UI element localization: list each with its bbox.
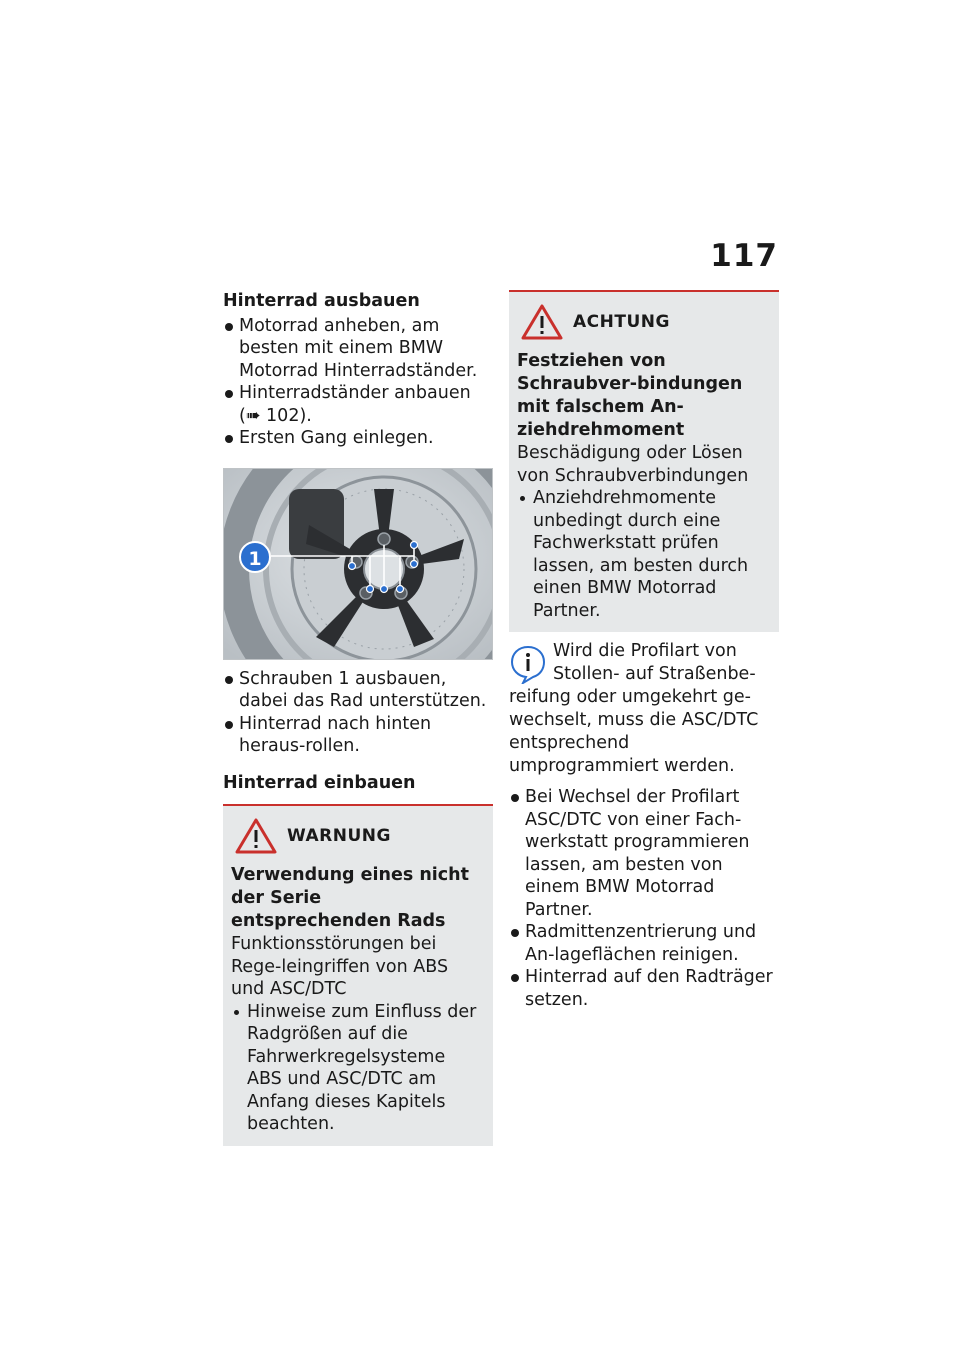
warning-header bbox=[231, 818, 485, 854]
caution-header bbox=[517, 304, 771, 340]
list-item: Hinterradständer anbauen (➠ 102). bbox=[223, 382, 493, 427]
list-item: Bei Wechsel der Profilart ASC/DTC von einer Fach-werkstatt programmieren lassen, am besten von einem BMW Motorrad Partner. bbox=[509, 786, 779, 921]
info-icon bbox=[509, 644, 547, 684]
caution-consequence: Beschädigung oder Lösen von Schraubverbindungen bbox=[517, 443, 749, 486]
warning-measures bbox=[231, 1001, 485, 1136]
callout-label: 1 bbox=[239, 541, 271, 573]
caution-measures bbox=[517, 487, 771, 622]
list-item: Radmittenzentrierung und An-lageflächen reinigen. bbox=[509, 921, 779, 966]
remove-steps bbox=[223, 315, 493, 450]
list-item: Hinterrad auf den Radträger setzen. bbox=[509, 966, 779, 1011]
list-item: Ersten Gang einlegen. bbox=[223, 427, 493, 450]
right-column bbox=[509, 290, 779, 1011]
warning-subject: Verwendung eines nicht der Serie entsprechenden Rads bbox=[231, 865, 470, 931]
warning-icon bbox=[235, 818, 277, 854]
info-text-rest: reifung oder umgekehrt ge-wechselt, muss die ASC/DTC entsprechend umprogrammiert werden. bbox=[509, 687, 759, 776]
install-steps bbox=[509, 786, 779, 1011]
page-number: 117 bbox=[710, 238, 778, 274]
info-note bbox=[509, 640, 779, 778]
caution-box bbox=[509, 290, 779, 632]
list-item: Schrauben 1 ausbauen, dabei das Rad unterstützen. bbox=[223, 668, 493, 713]
list-item: Hinterrad nach hinten heraus-rollen. bbox=[223, 713, 493, 758]
section-heading-remove: Hinterrad ausbauen bbox=[223, 291, 420, 311]
caution-subject: Festziehen von Schraubver-bindungen mit falschem An-ziehdrehmoment bbox=[517, 351, 743, 440]
left-column bbox=[223, 290, 493, 1146]
list-item: Anziehdrehmomente unbedingt durch eine Fachwerkstatt prüfen lassen, am besten durch einen BMW Motorrad Partner. bbox=[517, 487, 771, 622]
warning-consequence: Funktionsstörungen bei Rege-leingriffen von ABS und ASC/DTC bbox=[231, 934, 449, 999]
warning-box bbox=[223, 804, 493, 1146]
remove-steps-2 bbox=[223, 668, 493, 758]
wheel-figure bbox=[223, 468, 493, 660]
section-heading-install: Hinterrad einbauen bbox=[223, 772, 416, 793]
info-text-first: Wird die Profilart von Stollen- auf Straßenbe- bbox=[553, 641, 756, 684]
caution-title: ACHTUNG bbox=[573, 311, 670, 332]
list-item: Motorrad anheben, am besten mit einem BMW Motorrad Hinterradständer. bbox=[223, 315, 493, 383]
warning-title: WARNUNG bbox=[287, 825, 391, 846]
caution-icon bbox=[521, 304, 563, 340]
list-item: Hinweise zum Einfluss der Radgrößen auf die Fahrwerkregelsysteme ABS und ASC/DTC am Anfang dieses Kapitels beachten. bbox=[231, 1001, 485, 1136]
